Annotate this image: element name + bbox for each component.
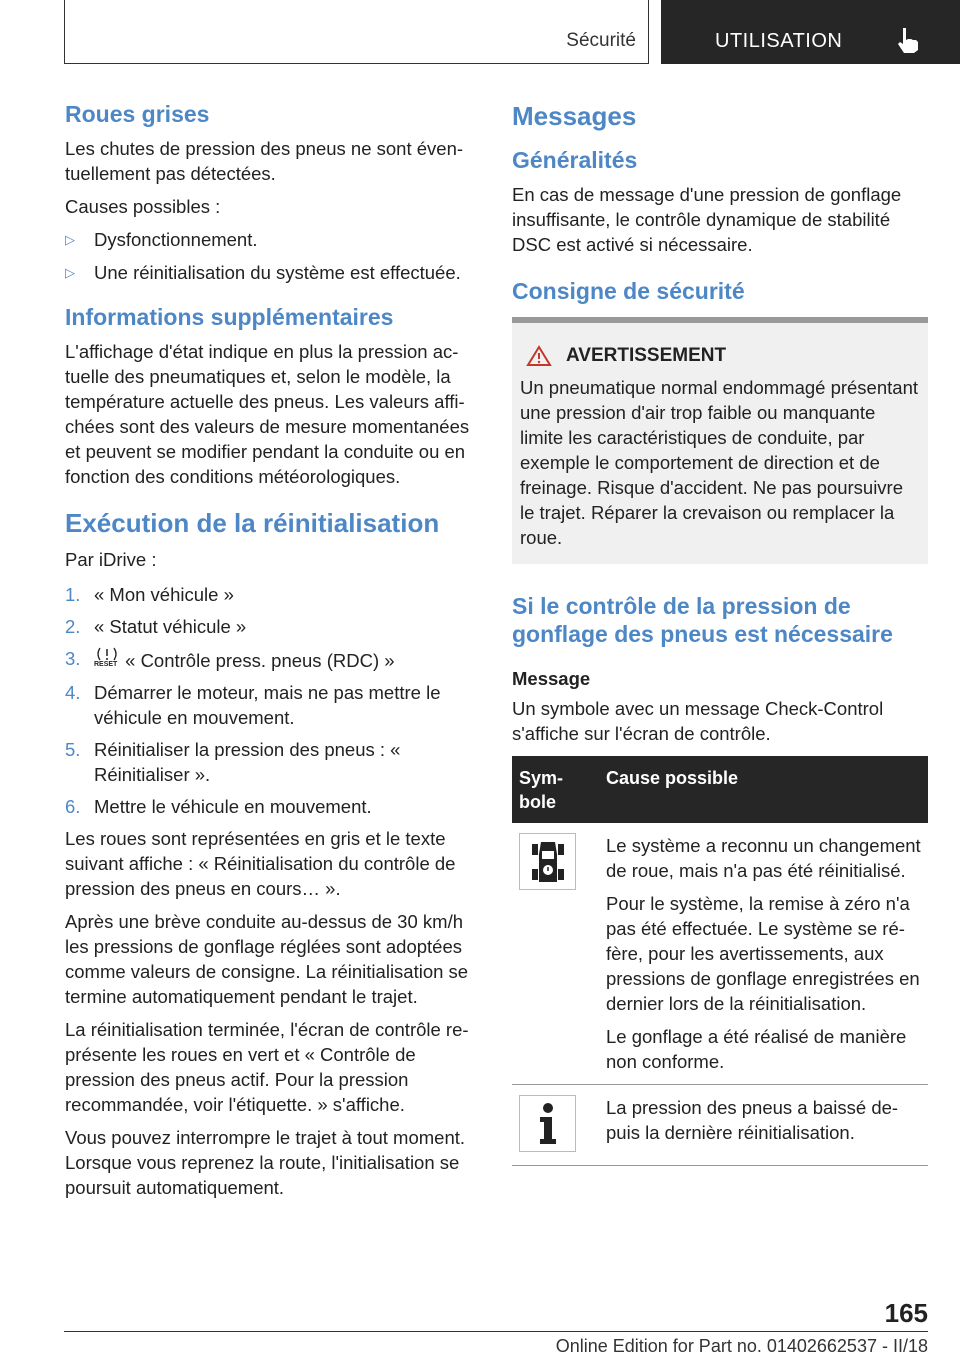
step-number: 1.	[65, 584, 81, 605]
list-item	[65, 737, 478, 787]
tire-reset-icon	[94, 646, 120, 670]
message-subheading: Message	[512, 668, 591, 689]
header-chapter-box	[661, 0, 960, 64]
list-item	[65, 646, 478, 673]
right-column	[512, 100, 928, 1166]
after-paragraph-3: La réinitialisation terminée, l'écran de contrôle représente les roues en vert et « Contrôle de pression des pneus actif. Pour la pression recommandée, voir l'étiquette. » s'affiche.	[65, 1019, 469, 1115]
bullet-text: Dysfonctionnement.	[94, 229, 258, 250]
step-number: 2.	[65, 616, 81, 637]
step-text: « Statut véhicule »	[94, 616, 247, 637]
header-section-box	[64, 0, 649, 64]
triangle-bullet-icon: ▷	[65, 265, 75, 280]
cause-text: Pour le système, la remise à zéro n'a pas été effectuée. Le système se réfère, pour les avertissements, aux pressions de gonflage enregistrées en dernier lors de la réinitialisation.	[606, 893, 920, 1014]
page-number: 165	[884, 1298, 928, 1328]
after-paragraph-1: Les roues sont représentées en gris et le texte suivant affiche : « Réinitialisation du contrôle de pression des pneus en cours… ».	[65, 828, 456, 899]
after-paragraph-2: Après une brève conduite au-dessus de 30 km/h les pressions de gonflage réglées sont adoptées comme valeurs de consigne. La réinitialisation se termine automatiquement pendant le trajet.	[65, 911, 469, 1007]
message-paragraph: Un symbole avec un message Check-Control s'affiche sur l'écran de contrôle.	[512, 698, 884, 744]
step-number: 3.	[65, 648, 81, 669]
step-number: 4.	[65, 682, 81, 703]
step-text: « Mon véhicule »	[94, 584, 234, 605]
list-item	[65, 794, 478, 819]
footer-divider	[64, 1331, 928, 1332]
cause-text: La pression des pneus a baissé depuis la dernière réinitialisation.	[606, 1097, 899, 1143]
cause-text: Le système a reconnu un changement de roue, mais n'a pas été réinitialisé.	[606, 835, 921, 881]
table-cell-symbol	[512, 1085, 599, 1166]
warning-box	[512, 317, 928, 564]
after-paragraph-4: Vous pouvez interrompre le trajet à tout moment. Lorsque vous reprenez la route, l'initialisation se poursuit automatiquement.	[65, 1127, 466, 1198]
table-cell-cause	[599, 823, 928, 1085]
list-item	[65, 260, 478, 285]
list-item	[65, 582, 478, 607]
table-row	[512, 823, 928, 1085]
step-text: Réinitialiser la pression des pneus : « Réinitialiser ».	[94, 739, 401, 785]
warning-text: Un pneumatique normal endommagé présentant une pression d'air trop faible ou manquante limite les caractéristiques de conduite, par exemple le comportement de direction et de freinage. Risque d'accident. Ne pas poursuivre le trajet. Réparer la crevaison ou remplacer la roue.	[520, 377, 918, 548]
info-icon	[519, 1095, 576, 1152]
messages-heading: Messages	[512, 101, 637, 131]
list-item	[65, 680, 478, 730]
list-item	[65, 614, 478, 639]
car-tire-warning-icon	[519, 833, 576, 890]
left-column	[65, 100, 478, 1208]
cause-text: Le gonflage a été réalisé de manière non conforme.	[606, 1026, 907, 1072]
roues-paragraph: Les chutes de pression des pneus ne sont éventuellement pas détectées.	[65, 138, 464, 184]
table-header-cause: Cause possible	[599, 756, 928, 823]
warning-title-row	[520, 345, 920, 367]
table-cell-symbol	[512, 823, 599, 1085]
section-label: Sécurité	[566, 30, 636, 51]
warning-triangle-icon	[526, 345, 552, 367]
symbol-table	[512, 756, 928, 1166]
si-controle-heading: Si le contrôle de la pression de gonflage des pneus est nécessaire	[512, 593, 893, 647]
roues-grises-heading: Roues grises	[65, 101, 210, 127]
table-row	[512, 1085, 928, 1166]
warning-title: AVERTISSEMENT	[566, 345, 727, 366]
generalites-heading: Généralités	[512, 147, 638, 173]
footer-edition: Online Edition for Part no. 01402662537 - II/18	[555, 1336, 928, 1356]
pointing-hand-icon	[895, 26, 921, 54]
step-text: « Contrôle press. pneus (RDC) »	[120, 650, 395, 671]
bullet-text: Une réinitialisation du système est effectuée.	[94, 262, 461, 283]
consigne-heading: Consigne de sécurité	[512, 278, 745, 304]
causes-label: Causes possibles :	[65, 196, 221, 217]
chapter-label: UTILISATION	[715, 30, 843, 52]
table-cell-cause	[599, 1085, 928, 1166]
step-text: Démarrer le moteur, mais ne pas mettre le véhicule en mouvement.	[94, 682, 441, 728]
info-paragraph: L'affichage d'état indique en plus la pression actuelle des pneumatiques et, selon le modèle, la température actuelle des pneus. Les valeurs affichées sont des valeurs de mesure momentanées et peuvent se modifier pendant la conduite ou en fonction des conditions météorologiques.	[65, 341, 470, 487]
step-number: 6.	[65, 796, 81, 817]
generalites-paragraph: En cas de message d'une pression de gonflage insuffisante, le contrôle dynamique de stabilité DSC est activé si nécessaire.	[512, 184, 902, 255]
step-text: Mettre le véhicule en mouvement.	[94, 796, 372, 817]
triangle-bullet-icon: ▷	[65, 232, 75, 247]
table-header-symbol: Symbole	[512, 756, 599, 823]
step-number: 5.	[65, 739, 81, 760]
exec-heading: Exécution de la réinitialisation	[65, 508, 440, 538]
exec-intro: Par iDrive :	[65, 549, 157, 570]
table-header-row	[512, 756, 928, 823]
info-heading: Informations supplémentaires	[65, 304, 394, 330]
reset-label: RESET	[94, 661, 118, 668]
list-item	[65, 227, 478, 252]
